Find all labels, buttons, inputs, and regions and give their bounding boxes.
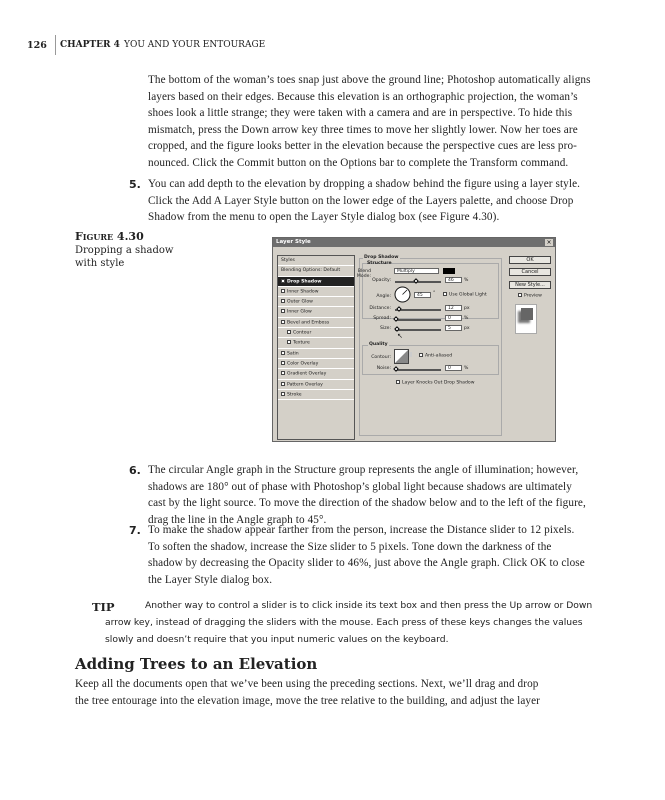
style-item[interactable] bbox=[278, 349, 354, 359]
spread-input[interactable]: 0 bbox=[445, 315, 462, 321]
text-line: The circular Angle graph in the Structure group represents the angle of illumination; however, bbox=[148, 464, 579, 476]
size-input[interactable]: 5 bbox=[445, 325, 462, 331]
checkbox-unchecked[interactable] bbox=[281, 351, 285, 355]
size-label: Size: bbox=[380, 326, 391, 331]
checkbox-unchecked bbox=[419, 353, 423, 357]
text-line: mismatch, press the Down arrow key three times to move her slightly lower. Now her toes are bbox=[148, 123, 578, 136]
style-item-label: Inner Shadow bbox=[287, 289, 319, 295]
percent-unit: % bbox=[464, 278, 469, 283]
text-line: The bottom of the woman’s toes snap just above the ground line; Photoshop automatically aligns bbox=[148, 74, 591, 86]
style-item[interactable] bbox=[278, 287, 354, 297]
contour-label: Contour: bbox=[371, 355, 391, 360]
tip-line: arrow key, instead of dragging the sliders with the mouse. Each press of these keys changes the values bbox=[105, 617, 583, 628]
noise-slider[interactable] bbox=[395, 369, 441, 371]
anti-aliased-label: Anti-aliased bbox=[425, 353, 453, 359]
text-line: To soften the shadow, increase the Size slider to 5 pixels. Tone down the darkness of the bbox=[148, 540, 552, 553]
preview-square bbox=[521, 308, 533, 320]
opacity-input[interactable]: 46 bbox=[445, 277, 462, 283]
tip-label: TIP bbox=[92, 600, 115, 614]
tip-line: slowly and doesn’t require that you input numeric values on the keyboard. bbox=[105, 634, 449, 645]
checkbox-unchecked[interactable] bbox=[281, 371, 285, 375]
page-number: 126 bbox=[27, 40, 47, 51]
checkbox-unchecked[interactable] bbox=[281, 299, 285, 303]
text-line: shadow by decreasing the Opacity slider to 46%, just above the Angle graph. Click OK to close bbox=[148, 557, 585, 570]
close-icon[interactable]: × bbox=[546, 239, 552, 246]
style-item-label: Texture bbox=[293, 340, 310, 346]
final-paragraph bbox=[75, 676, 540, 709]
preview-label: Preview bbox=[524, 293, 542, 299]
checkbox-unchecked[interactable] bbox=[281, 392, 285, 396]
style-item[interactable] bbox=[278, 390, 354, 400]
step-6-text bbox=[148, 462, 586, 528]
cancel-button[interactable]: Cancel bbox=[509, 268, 551, 276]
quality-title: Quality bbox=[369, 342, 388, 347]
global-light-label: Use Global Light bbox=[449, 292, 487, 298]
new-style-button[interactable]: New Style... bbox=[509, 281, 551, 289]
style-item-label: Contour bbox=[293, 330, 312, 336]
style-item[interactable] bbox=[278, 266, 354, 276]
contour-picker[interactable] bbox=[394, 349, 412, 364]
size-slider[interactable] bbox=[395, 329, 441, 331]
text-line: Keep all the documents open that we’ve been using the preceding sections. Next, we’ll drag and drop bbox=[75, 678, 539, 690]
checkbox-unchecked[interactable] bbox=[281, 320, 285, 324]
text-line: You can add depth to the elevation by dropping a shadow behind the figure using a layer style. bbox=[148, 178, 581, 190]
text-line: the Layer Style dialog box. bbox=[148, 573, 273, 586]
degree-unit: ° bbox=[433, 291, 436, 296]
preview-checkbox[interactable] bbox=[518, 293, 542, 299]
caption-line: Dropping a shadow bbox=[75, 245, 174, 256]
checkbox-unchecked[interactable] bbox=[281, 382, 285, 386]
style-item[interactable] bbox=[278, 277, 354, 287]
percent-unit: % bbox=[464, 366, 469, 371]
style-item[interactable] bbox=[278, 307, 354, 317]
style-item[interactable] bbox=[278, 369, 354, 379]
style-item-label: Pattern Overlay bbox=[287, 382, 323, 388]
style-item-label: Blending Options: Default bbox=[281, 268, 341, 274]
spread-label: Spread: bbox=[373, 316, 391, 321]
blend-mode-label: Blend Mode: bbox=[356, 269, 371, 279]
style-item[interactable] bbox=[278, 328, 354, 338]
px-unit: px bbox=[464, 306, 470, 311]
blend-mode-value: Multiply bbox=[397, 269, 415, 274]
checkbox-unchecked[interactable] bbox=[281, 289, 285, 293]
caption-line: with style bbox=[75, 258, 125, 269]
noise-label: Noise: bbox=[376, 366, 391, 371]
structure-title: Structure bbox=[367, 261, 392, 266]
style-item-label: Color Overlay bbox=[287, 361, 319, 367]
section-title: Drop Shadow bbox=[364, 255, 399, 260]
dialog-title: Layer Style bbox=[273, 238, 555, 247]
style-item-label: Bevel and Emboss bbox=[287, 320, 330, 326]
step-number: 7. bbox=[129, 524, 141, 537]
angle-input[interactable]: 45 bbox=[414, 292, 431, 298]
checkbox-unchecked[interactable] bbox=[287, 330, 291, 334]
text-line: layers based on their edges. Because this elevation is an orthographic projection, the woman’s bbox=[148, 90, 578, 103]
checkbox-checked bbox=[443, 292, 447, 296]
cursor-icon: ↖ bbox=[397, 332, 403, 340]
angle-label: Angle: bbox=[376, 294, 391, 299]
checkbox-unchecked[interactable] bbox=[281, 309, 285, 313]
intro-paragraph bbox=[148, 72, 591, 172]
percent-unit: % bbox=[464, 316, 469, 321]
ok-button[interactable]: OK bbox=[509, 256, 551, 264]
style-item[interactable] bbox=[278, 380, 354, 390]
style-item-label: Inner Glow bbox=[287, 309, 312, 315]
figure-caption bbox=[75, 230, 174, 270]
checkbox-unchecked[interactable] bbox=[287, 340, 291, 344]
px-unit: px bbox=[464, 326, 470, 331]
style-item[interactable] bbox=[278, 359, 354, 369]
text-line: cast by the light source. To move the direction of the shadow below and to the left of the figure, bbox=[148, 497, 586, 510]
chapter-title: YOU AND YOUR ENTOURAGE bbox=[124, 40, 266, 50]
figure-label: Figure 4.30 bbox=[75, 230, 144, 243]
preview-thumbnail bbox=[515, 304, 537, 334]
text-line: To make the shadow appear farther from the person, increase the Distance slider to 12 pixels. bbox=[148, 524, 575, 536]
opacity-label: Opacity: bbox=[372, 278, 391, 283]
text-line: nounced. Click the Commit button on the Options bar to complete the Transform command. bbox=[148, 156, 569, 169]
step-5-text bbox=[148, 176, 580, 226]
spread-slider[interactable] bbox=[395, 319, 441, 321]
checkbox-checked[interactable] bbox=[281, 279, 285, 283]
text-line: the tree entourage into the elevation image, move the tree relative to the building, and adjust the layer bbox=[75, 694, 540, 707]
text-line: cropped, and the figure looks better in the elevation because the perspective cues are less pro- bbox=[148, 140, 577, 153]
styles-list bbox=[277, 255, 355, 440]
text-line: shadows are 180° out of phase with Photoshop’s global light because shadows are ultimately bbox=[148, 480, 572, 493]
checkbox-unchecked[interactable] bbox=[281, 361, 285, 365]
text-line: Click the Add A Layer Style button on the lower edge of the Layers palette, and choose Drop bbox=[148, 194, 574, 207]
angle-dial[interactable] bbox=[394, 286, 411, 303]
section-heading: Adding Trees to an Elevation bbox=[75, 655, 318, 673]
layer-style-dialog bbox=[272, 237, 556, 442]
use-global-light-checkbox[interactable] bbox=[443, 292, 487, 298]
checkbox-checked bbox=[396, 380, 400, 384]
checkbox-checked bbox=[518, 293, 522, 297]
step-7-text bbox=[148, 522, 585, 588]
style-item[interactable] bbox=[278, 338, 354, 348]
knocks-out-label: Layer Knocks Out Drop Shadow bbox=[402, 380, 475, 386]
anti-aliased-checkbox[interactable] bbox=[419, 353, 452, 359]
text-line: shoes look a little strange; they were taken with a camera and are in perspective. To hide this bbox=[148, 107, 573, 120]
text-line: Shadow from the menu to open the Layer Style dialog box (see Figure 4.30). bbox=[148, 211, 500, 224]
style-item-label: Styles bbox=[281, 258, 295, 263]
step-number: 5. bbox=[129, 178, 141, 191]
style-item-label: Drop Shadow bbox=[287, 279, 322, 285]
distance-input[interactable]: 12 bbox=[445, 305, 462, 311]
header-divider bbox=[55, 35, 56, 55]
chapter-label: CHAPTER 4 bbox=[60, 40, 120, 50]
shadow-color-swatch[interactable] bbox=[443, 268, 455, 274]
tip-line: Another way to control a slider is to click inside its text box and then press the Up arrow or Down bbox=[145, 600, 593, 611]
style-item[interactable] bbox=[278, 297, 354, 307]
noise-input[interactable]: 0 bbox=[445, 365, 462, 371]
style-item-label: Gradient Overlay bbox=[287, 371, 327, 377]
style-item-label: Stroke bbox=[287, 392, 302, 398]
text-line: drag the line in the Angle graph to 45°. bbox=[148, 513, 327, 526]
step-number: 6. bbox=[129, 464, 141, 477]
knocks-out-checkbox[interactable] bbox=[396, 380, 474, 386]
style-item-label: Satin bbox=[287, 351, 299, 357]
blend-mode-select[interactable] bbox=[394, 268, 439, 274]
distance-slider[interactable] bbox=[395, 309, 441, 311]
distance-label: Distance: bbox=[369, 306, 391, 311]
style-item-label: Outer Glow bbox=[287, 299, 313, 305]
style-item[interactable] bbox=[278, 318, 354, 328]
style-item[interactable] bbox=[278, 256, 354, 266]
